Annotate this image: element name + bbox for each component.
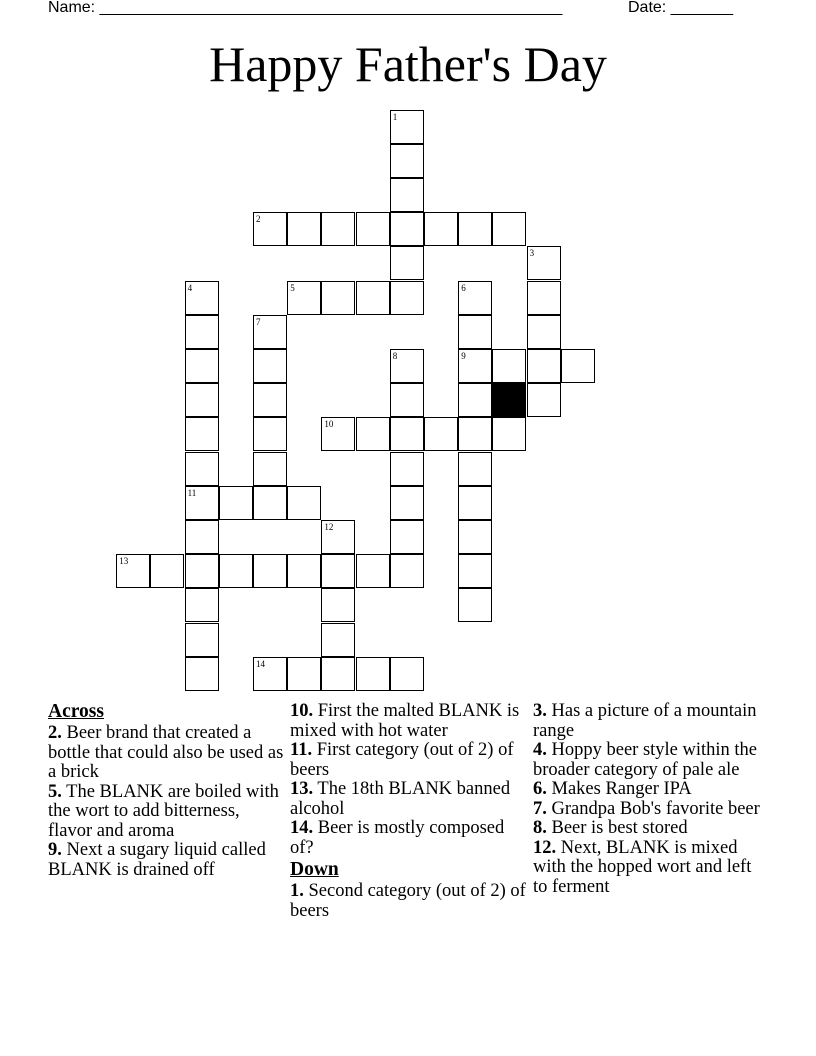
grid-cell[interactable] [185,349,219,383]
grid-cell[interactable] [253,417,287,451]
grid-cell[interactable] [390,110,424,144]
clue-number: 8 [392,351,398,361]
grid-cell-black [492,383,526,417]
clue-across-5: 5. The BLANK are boiled with the wort to add bitterness, flavor and aroma [48,781,279,841]
clue-across-9: 9. Next a sugary liquid called BLANK is drained off [48,840,266,880]
clue-number: 9 [461,351,466,361]
grid-cell[interactable] [253,657,287,691]
grid-cell[interactable] [253,383,287,417]
grid-cell[interactable] [527,383,561,417]
grid-cell[interactable] [458,520,492,554]
grid-cell[interactable] [321,520,355,554]
grid-cell[interactable] [321,212,355,246]
grid-cell[interactable] [185,588,219,622]
clue-down-6: 6. Makes Ranger IPA [533,779,692,799]
grid-cell[interactable] [492,349,526,383]
grid-cell[interactable] [390,554,424,588]
grid-cell[interactable] [185,281,219,315]
grid-cell[interactable] [390,144,424,178]
clue-column-middle [290,702,528,921]
grid-cell[interactable] [356,554,390,588]
grid-cell[interactable] [458,212,492,246]
clue-number: 7 [256,316,261,327]
grid-cell[interactable] [287,554,321,588]
grid-cell[interactable] [458,588,492,622]
clue-number: 6 [461,282,466,293]
grid-cell[interactable] [253,315,287,349]
clue-across-13: 13. The 18th BLANK banned alcohol [290,779,511,819]
grid-cell[interactable] [390,281,424,315]
grid-cell[interactable] [253,486,287,520]
clue-down-8: 8. Beer is best stored [533,818,688,838]
grid-cell[interactable] [458,281,492,315]
grid-cell[interactable] [287,486,321,520]
grid-cell[interactable] [185,486,219,520]
grid-cell[interactable] [527,349,561,383]
grid-cell[interactable] [356,281,390,315]
grid-cell[interactable] [424,212,458,246]
clue-number: 14 [256,658,265,669]
grid-cell[interactable] [458,315,492,349]
clue-down-1: 1. Second category (out of 2) of beers [290,881,526,921]
grid-cell[interactable] [390,349,424,383]
grid-cell[interactable] [458,383,492,417]
grid-cell[interactable] [185,554,219,588]
clue-column-right [533,702,763,897]
grid-cell[interactable] [390,178,424,212]
grid-cell[interactable] [253,452,287,486]
clue-number: 3 [529,248,535,259]
grid-cell[interactable] [390,212,424,246]
grid-cell[interactable] [321,554,355,588]
clue-number: 4 [187,282,193,293]
clue-number: 12 [324,522,334,532]
grid-cell[interactable] [287,281,321,315]
clue-across-11: 11. First category (out of 2) of beers [290,740,514,780]
grid-cell[interactable] [185,383,219,417]
grid-cell[interactable] [116,554,150,588]
clue-number: 10 [324,419,334,430]
name-line: ____________________________________________________ [99,0,563,16]
grid-cell[interactable] [492,417,526,451]
clue-down-3: 3. Has a picture of a mountain range [533,701,757,741]
grid-cell[interactable] [321,657,355,691]
grid-cell[interactable] [185,315,219,349]
grid-cell[interactable] [458,554,492,588]
grid-cell[interactable] [253,349,287,383]
grid-cell[interactable] [185,417,219,451]
grid-cell[interactable] [321,281,355,315]
grid-cell[interactable] [356,212,390,246]
page-title: Happy Father's Day [209,36,607,92]
grid-cell[interactable] [527,246,561,280]
grid-cell[interactable] [527,315,561,349]
clue-down-4: 4. Hoppy beer style within the broader category of pale ale [533,740,758,780]
grid-cell[interactable] [356,657,390,691]
clue-down-7: 7. Grandpa Bob's favorite beer [533,798,760,819]
clue-across-14: 14. Beer is mostly composed of? [290,818,505,858]
grid-cell[interactable] [356,417,390,451]
date-line: _______ [670,0,733,16]
grid-cell[interactable] [390,486,424,520]
clue-down-12: 12. Next, BLANK is mixed with the hopped wort and left to ferment [533,837,752,897]
clue-across-10: 10. First the malted BLANK is mixed with hot water [290,701,520,741]
grid-cell[interactable] [185,657,219,691]
clue-number: 1 [392,111,398,122]
grid-cell[interactable] [424,417,458,451]
grid-cell[interactable] [150,554,184,588]
grid-cell[interactable] [390,246,424,280]
grid-cell[interactable] [219,554,253,588]
grid-cell[interactable] [253,212,287,246]
grid-cell[interactable] [185,520,219,554]
grid-cell[interactable] [527,281,561,315]
date-label: Date: [628,0,667,16]
grid-cell[interactable] [253,554,287,588]
grid-cell[interactable] [561,349,595,383]
name-field [48,0,562,18]
down-heading: Down [290,859,339,880]
name-label: Name: [48,0,96,16]
grid-cell[interactable] [390,383,424,417]
grid-cell[interactable] [390,417,424,451]
clue-across-2: 2. Beer brand that created a bottle that could also be used as a brick [48,723,284,782]
clue-number: 13 [119,556,129,567]
across-heading: Across [48,701,104,722]
grid-cell[interactable] [185,452,219,486]
clue-number: 11 [187,487,197,498]
grid-cell[interactable] [185,623,219,657]
grid-cell[interactable] [287,212,321,246]
grid-cell[interactable] [321,417,355,451]
clue-number: 2 [256,214,261,225]
grid-cell[interactable] [321,588,355,622]
grid-cell[interactable] [287,657,321,691]
grid-cell[interactable] [492,212,526,246]
grid-cell[interactable] [390,520,424,554]
date-field [628,0,733,18]
clue-number: 5 [290,282,295,293]
grid-cell[interactable] [390,657,424,691]
grid-cell[interactable] [458,486,492,520]
grid-cell[interactable] [458,417,492,451]
grid-cell[interactable] [458,349,492,383]
clue-column-left [48,702,286,880]
grid-cell[interactable] [390,452,424,486]
grid-cell[interactable] [219,486,253,520]
grid-cell[interactable] [321,623,355,657]
grid-cell[interactable] [458,452,492,486]
